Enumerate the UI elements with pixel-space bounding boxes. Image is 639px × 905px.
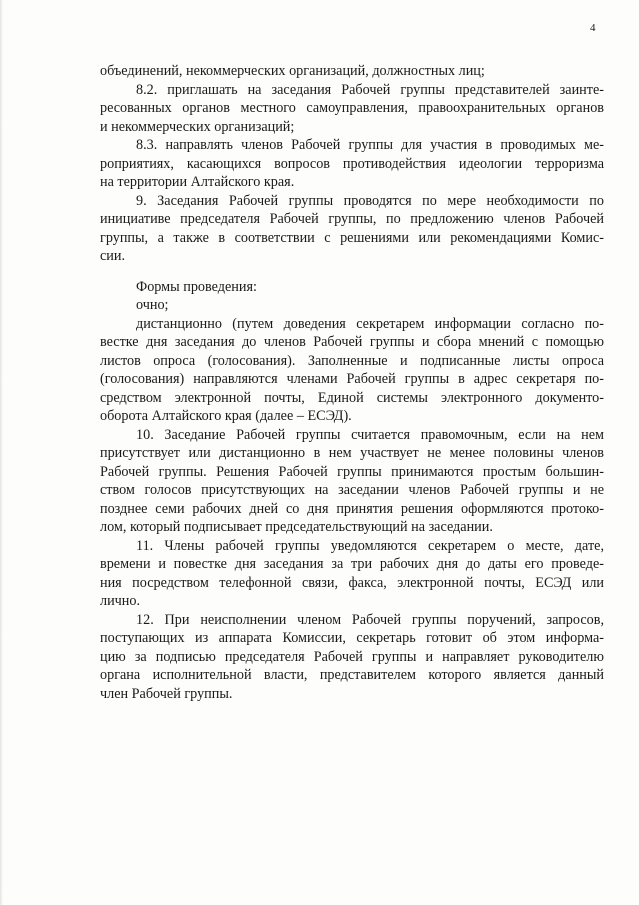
paragraph-gap xyxy=(100,266,604,278)
text-line: присутствует или дистанционно в нем участвует не менее половины членов xyxy=(100,445,604,461)
text-line: Рабочей группы. Решения Рабочей группы принимаются простым большин- xyxy=(100,463,604,480)
text-line: поступающих из аппарата Комиссии, секретарь готовит об этом информа- xyxy=(100,630,604,646)
text-line: времени и повестке дня заседания за три рабочих дня до даты его проведе- xyxy=(100,556,604,572)
text-line: ресованных органов местного самоуправления, правоохранительных органов xyxy=(100,100,604,116)
text-line: лом, который подписывает председательствующий на заседании. xyxy=(100,519,493,535)
text-line: член Рабочей группы. xyxy=(100,685,233,702)
text-line: 10. Заседание Рабочей группы считается правомочным, если на нем xyxy=(136,426,604,443)
text-line: ния посредством телефонной связи, факса, электронной почты, ЕСЭД или xyxy=(100,574,604,591)
text-line: ством голосов присутствующих на заседании членов Рабочей группы и не xyxy=(100,482,604,498)
text-line: 12. При неисполнении членом Рабочей группы поручений, запросов, xyxy=(136,611,604,628)
text-line: органа исполнительной власти, представителем которого является данный xyxy=(100,667,604,683)
text-line: средством электронной почты, Единой системы электронного документо- xyxy=(100,389,604,406)
body-text xyxy=(100,62,604,703)
text-line: на территории Алтайского края. xyxy=(100,174,295,190)
text-line: дистанционно (путем доведения секретарем информации согласно по- xyxy=(136,315,604,332)
text-line: вестке дня заседания до членов Рабочей группы и сбора мнений с помощью xyxy=(100,334,604,350)
text-line: очно; xyxy=(136,297,169,313)
text-line: роприятиях, касающихся вопросов противодействия идеологии терроризма xyxy=(100,155,604,172)
text-line: и некоммерческих организаций; xyxy=(100,118,295,135)
text-line: группы, а также в соответствии с решениями или рекомендациями Комис- xyxy=(100,229,604,246)
text-line: (голосования) направляются членами Рабочей группы в адрес секретаря по- xyxy=(100,371,604,387)
text-line: цию за подписью председателя Рабочей группы и направляет руководителю xyxy=(100,648,604,665)
scan-edge xyxy=(0,0,3,905)
text-line: инициативе председателя Рабочей группы, по предложению членов Рабочей xyxy=(100,211,604,227)
text-line: сии. xyxy=(100,248,126,264)
text-line: 8.2. приглашать на заседания Рабочей группы представителей заинте- xyxy=(136,81,604,98)
text-line: 11. Члены рабочей группы уведомляются секретарем о месте, дате, xyxy=(136,537,604,554)
text-line: позднее семи рабочих дней со дня принятия решения оформляются протоко- xyxy=(100,500,604,517)
text-line: 9. Заседания Рабочей группы проводятся по мере необходимости по xyxy=(136,192,604,209)
text-line: 8.3. направлять членов Рабочей группы для участия в проводимых ме- xyxy=(136,137,604,153)
text-line: объединений, некоммерческих организаций, должностных лиц; xyxy=(100,63,485,79)
text-line: оборота Алтайского края (далее – ЕСЭД). xyxy=(100,408,352,424)
text-line: листов опроса (голосования). Заполненные и подписанные листы опроса xyxy=(100,352,604,369)
page-number: 4 xyxy=(590,22,596,34)
text-line: Формы проведения: xyxy=(136,278,257,295)
text-line: лично. xyxy=(100,593,141,609)
